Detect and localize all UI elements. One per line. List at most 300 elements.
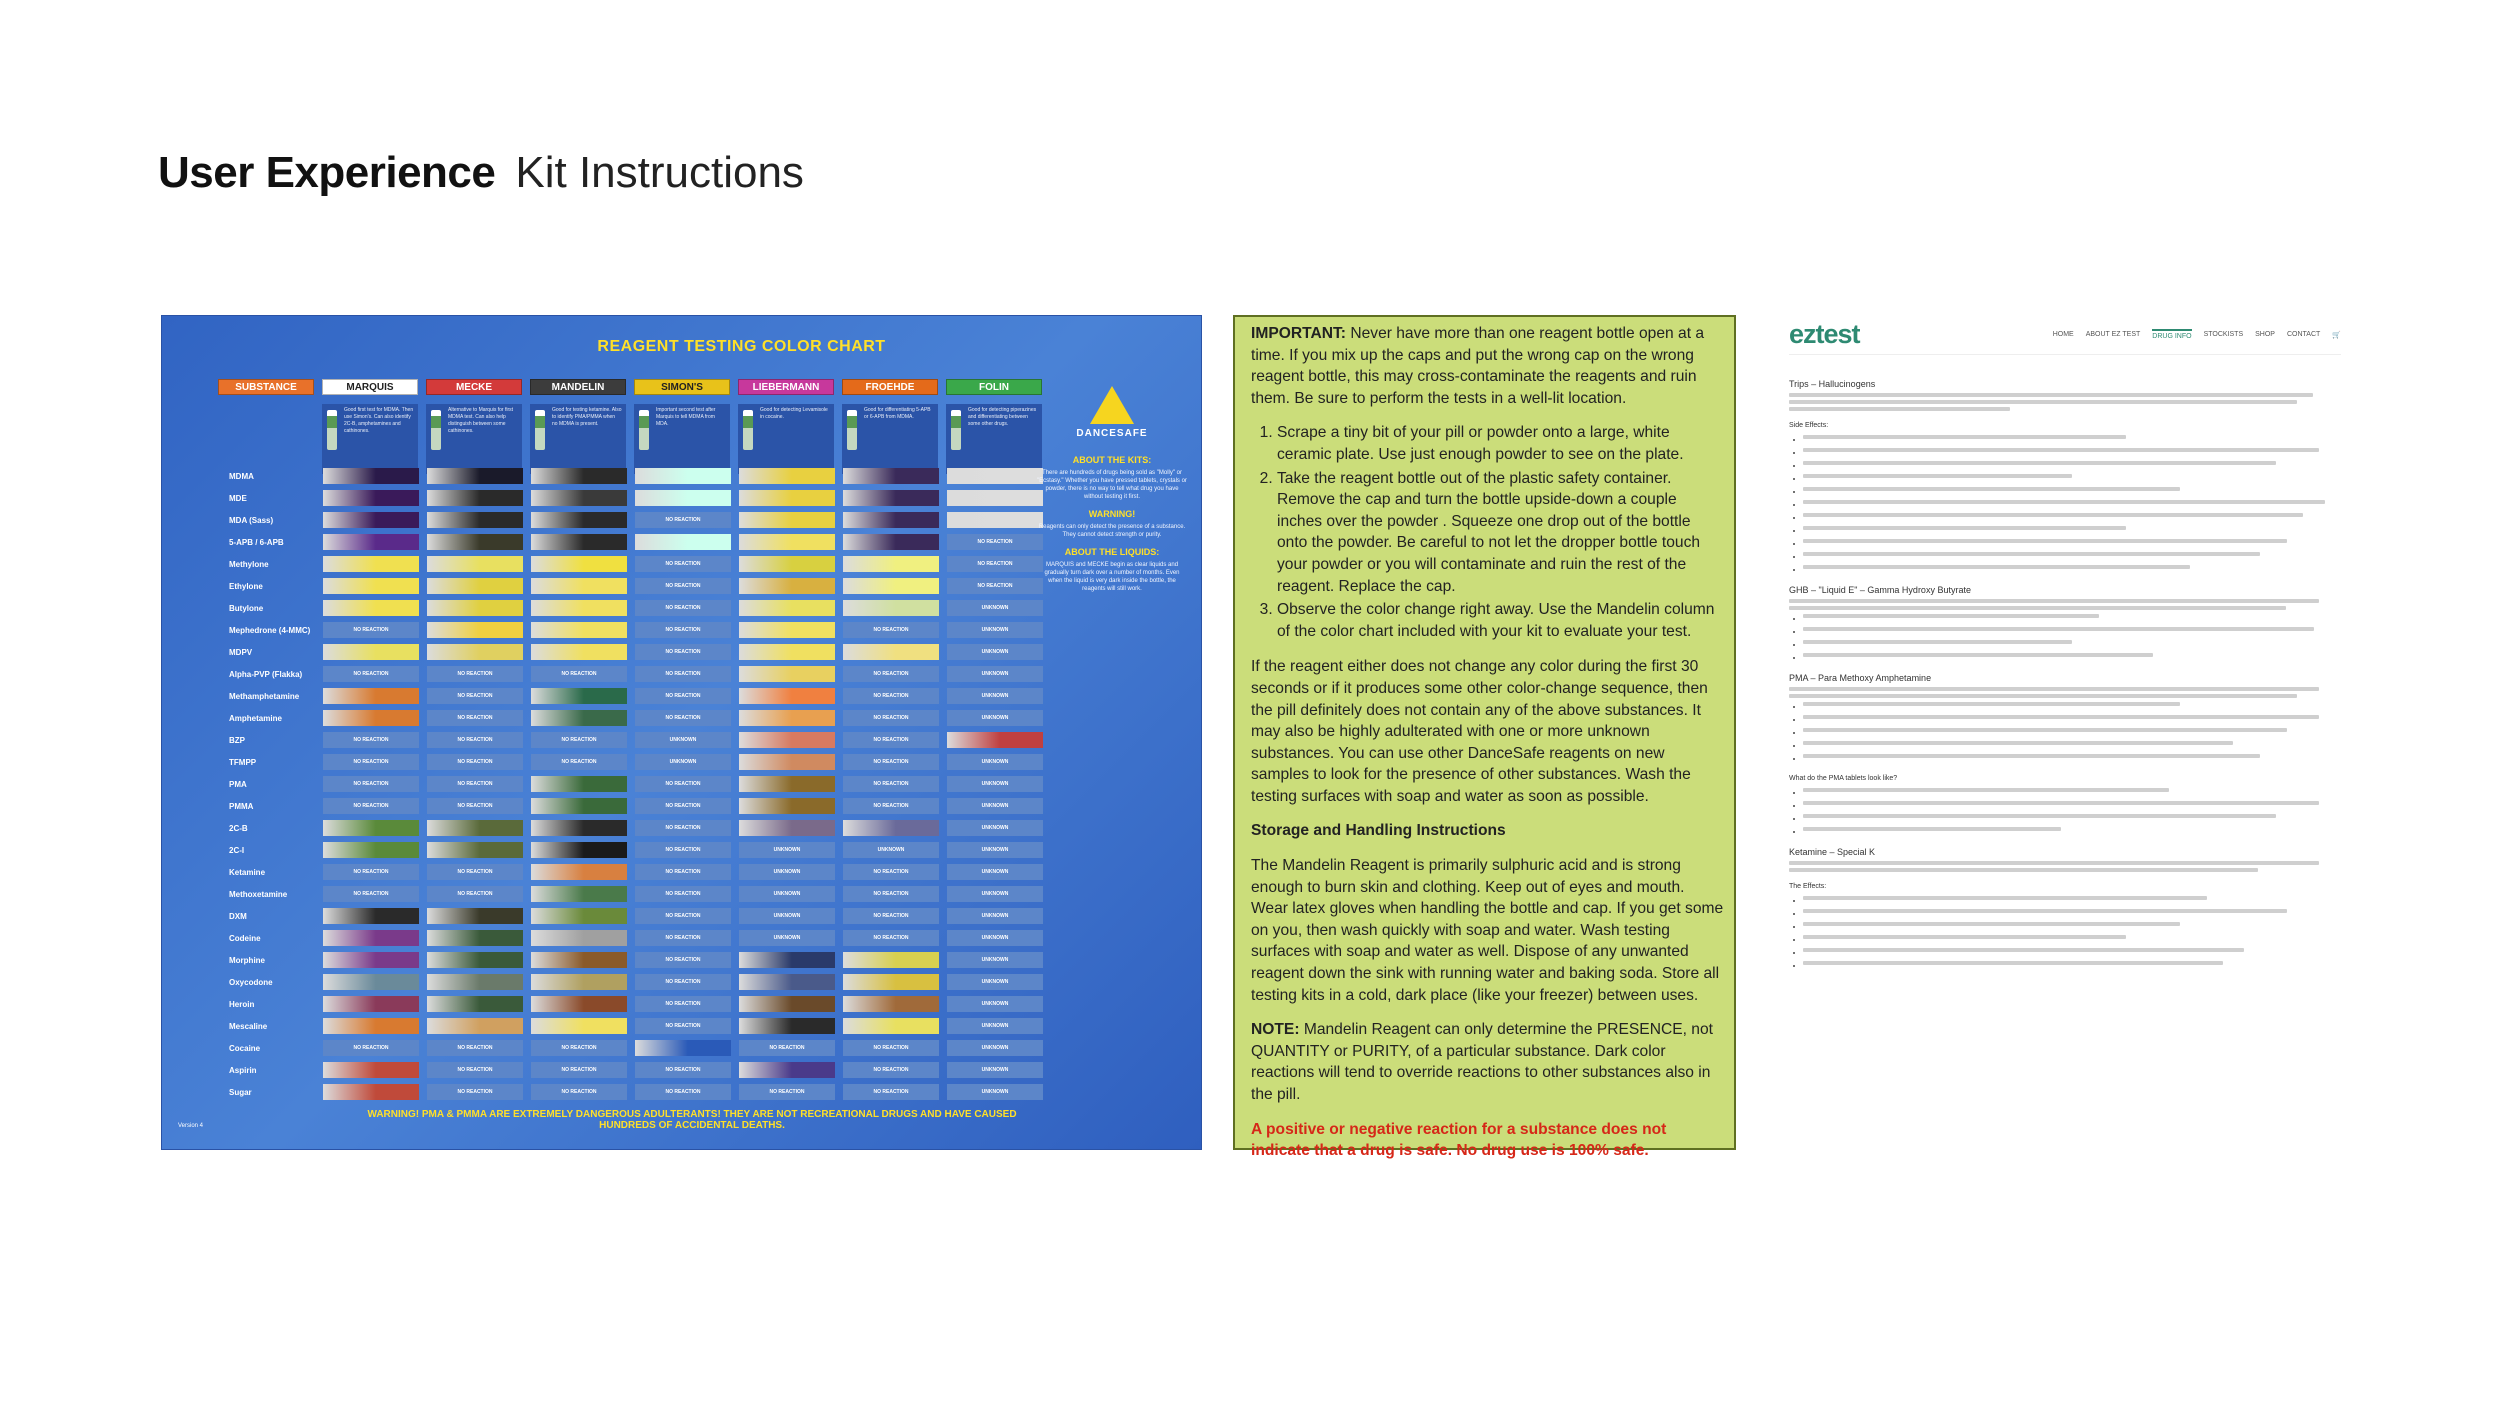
list-item [1803, 565, 2341, 575]
reaction-cell [531, 578, 627, 594]
reaction-cell: UNKNOWN [947, 842, 1043, 858]
text-line [1789, 868, 2258, 872]
result-paragraph: If the reagent either does not change any color during the first 30 seconds or if it produces some other color-change sequence, then the pill definitely does not contain any of the above substances. It may also be highly adulterated with one or more unknown substances. You can use other DanceSafe reagents on new samples to look for the presence of other substances. Wash the testing surfaces with soap and water as soon as possible. [1251, 658, 1708, 805]
reaction-cell [323, 490, 419, 506]
reaction-cell [843, 490, 939, 506]
substance-label: 5-APB / 6-APB [229, 537, 284, 547]
reaction-cell [323, 974, 419, 990]
reaction-cell: UNKNOWN [635, 754, 731, 770]
list-item [1803, 922, 2341, 932]
reaction-cell: NO REACTION [323, 1040, 419, 1056]
reaction-cell: NO REACTION [323, 798, 419, 814]
text-line [1789, 400, 2297, 404]
substance-label: Butylone [229, 603, 264, 613]
list-item [1803, 435, 2341, 445]
list-item [1803, 814, 2341, 824]
about-kits-text: There are hundreds of drugs being sold as "Molly" or "Ecstasy." Whether you have pressed tablets, crystals or powder, there is no way to tell what drug you have without testing it first. [1037, 470, 1187, 500]
reaction-cell: NO REACTION [427, 1084, 523, 1100]
reaction-cell [739, 512, 835, 528]
reaction-cell [947, 732, 1043, 748]
substance-label: MDA (Sass) [229, 515, 274, 525]
substance-label: Cocaine [229, 1043, 261, 1053]
chart-header-row [218, 379, 1042, 395]
step-3: 3. Observe the color change right away. Use the Mandelin column of the color chart included with your kit to evaluate your test. [1277, 599, 1724, 642]
chart-header-marquis: MARQUIS [322, 379, 418, 395]
reaction-cell: UNKNOWN [947, 1018, 1043, 1034]
reaction-cell: UNKNOWN [947, 776, 1043, 792]
reaction-cell [427, 556, 523, 572]
reaction-cell: NO REACTION [531, 666, 627, 682]
reaction-cell: UNKNOWN [947, 754, 1043, 770]
site-nav [1789, 315, 2341, 355]
reaction-cell [739, 578, 835, 594]
substance-label: Aspirin [229, 1065, 257, 1075]
chart-header-substance: SUBSTANCE [218, 379, 314, 395]
reaction-cell [323, 578, 419, 594]
reaction-cell [427, 490, 523, 506]
page-title: User Experience [158, 148, 496, 197]
bullet-list [1789, 788, 2341, 837]
nav-about[interactable]: ABOUT EZ TEST [2085, 331, 2141, 338]
reaction-cell: NO REACTION [531, 1062, 627, 1078]
reaction-cell [323, 1018, 419, 1034]
reaction-cell [843, 534, 939, 550]
chart-row [189, 905, 1051, 927]
reaction-cell [843, 556, 939, 572]
substance-label: Methylone [229, 559, 269, 569]
reaction-cell [531, 820, 627, 836]
reaction-cell [427, 952, 523, 968]
reaction-cell: UNKNOWN [635, 732, 731, 748]
substance-label: BZP [229, 735, 245, 745]
reaction-cell [739, 666, 835, 682]
reaction-cell [531, 644, 627, 660]
steps-list [1251, 422, 1724, 642]
list-item [1803, 627, 2341, 637]
chart-row [189, 1081, 1051, 1103]
important-label: IMPORTANT: [1251, 325, 1346, 342]
reaction-cell: NO REACTION [843, 930, 939, 946]
reaction-cell [635, 534, 731, 550]
reaction-cell [323, 710, 419, 726]
reaction-cell [739, 974, 835, 990]
substance-label: Ethylone [229, 581, 263, 591]
reaction-cell: NO REACTION [843, 908, 939, 924]
reaction-cell: NO REACTION [635, 996, 731, 1012]
reagent-description: Important second test after Marquis to tell MDMA from MDA. [634, 404, 730, 474]
eztest-logo[interactable]: eztest [1789, 319, 1860, 349]
reaction-cell: UNKNOWN [947, 688, 1043, 704]
reaction-cell: NO REACTION [427, 864, 523, 880]
reaction-cell: UNKNOWN [947, 710, 1043, 726]
reaction-cell [843, 996, 939, 1012]
list-item [1803, 754, 2341, 764]
reaction-cell: NO REACTION [635, 1062, 731, 1078]
text-line [1789, 393, 2313, 397]
substance-label: Methoxetamine [229, 889, 288, 899]
reaction-cell [531, 886, 627, 902]
chart-row [189, 663, 1051, 685]
substance-label: Mephedrone (4-MMC) [229, 625, 311, 635]
reaction-cell: NO REACTION [427, 666, 523, 682]
reaction-cell [635, 490, 731, 506]
reaction-cell: UNKNOWN [739, 930, 835, 946]
chart-row [189, 993, 1051, 1015]
reagent-color-chart [161, 315, 1202, 1150]
reaction-cell [427, 600, 523, 616]
reaction-cell: NO REACTION [843, 754, 939, 770]
reaction-cell [323, 644, 419, 660]
reaction-cell [739, 644, 835, 660]
reaction-cell [323, 842, 419, 858]
reaction-cell: NO REACTION [427, 776, 523, 792]
chart-row [189, 685, 1051, 707]
chart-row [189, 729, 1051, 751]
cart-icon[interactable]: 🛒 [2332, 331, 2341, 339]
reaction-cell [531, 710, 627, 726]
section-hallucinogens: Trips – Hallucinogens [1789, 379, 1876, 389]
nav-home[interactable]: HOME [2052, 331, 2074, 338]
important-text: Never have more than one reagent bottle open at a time. If you mix up the caps and put the wrong cap on the wrong reagent bottle, this may cross-contaminate the reagents and ruin them. Be sure to perform the tests in a well-lit location. [1251, 325, 1705, 407]
nav-stockists[interactable]: STOCKISTS [2203, 331, 2244, 338]
reaction-cell [739, 732, 835, 748]
chart-row [189, 773, 1051, 795]
chart-row [189, 861, 1051, 883]
chart-row [189, 575, 1051, 597]
mandelin-instructions [1233, 315, 1736, 1160]
reaction-cell [947, 512, 1043, 528]
list-item [1803, 552, 2341, 562]
reaction-cell [739, 688, 835, 704]
reaction-cell [739, 490, 835, 506]
reaction-cell: NO REACTION [531, 1084, 627, 1100]
reaction-cell [427, 578, 523, 594]
reaction-cell [739, 996, 835, 1012]
reagent-description: Good for differentiating 5-APB or 6-APB from MDMA. [842, 404, 938, 474]
list-item [1803, 500, 2341, 510]
reaction-cell: NO REACTION [427, 710, 523, 726]
reaction-cell: NO REACTION [323, 754, 419, 770]
chart-rows [189, 465, 1051, 1103]
reaction-cell [739, 820, 835, 836]
list-item [1803, 539, 2341, 549]
chart-row [189, 641, 1051, 663]
chart-header-mandelin: MANDELIN [530, 379, 626, 395]
reaction-cell: NO REACTION [635, 688, 731, 704]
substance-label: PMA [229, 779, 247, 789]
reaction-cell: NO REACTION [531, 732, 627, 748]
chart-row [189, 883, 1051, 905]
step-1: 1. Scrape a tiny bit of your pill or powder onto a large, white ceramic plate. Use just enough powder to see on the plate. [1277, 422, 1724, 465]
reaction-cell: UNKNOWN [947, 930, 1043, 946]
dancesafe-logo-icon [1090, 386, 1134, 424]
section-ketamine: Ketamine – Special K [1789, 847, 1876, 857]
pma-tablets-label: What do the PMA tablets look like? [1789, 775, 1898, 782]
note-label: NOTE: [1251, 1021, 1300, 1039]
reaction-cell [739, 1062, 835, 1078]
list-item [1803, 935, 2341, 945]
reaction-cell [843, 974, 939, 990]
about-liquids-heading: ABOUT THE LIQUIDS: [1064, 547, 1160, 557]
reaction-cell: NO REACTION [635, 908, 731, 924]
bullet-list [1789, 702, 2341, 764]
reaction-cell: NO REACTION [947, 534, 1043, 550]
reaction-cell: NO REACTION [843, 1062, 939, 1078]
list-item [1803, 474, 2341, 484]
reaction-cell: NO REACTION [635, 820, 731, 836]
reaction-cell [323, 688, 419, 704]
reagent-description: Good for detecting Levamisole in cocaine. [738, 404, 834, 474]
reaction-cell [427, 842, 523, 858]
reaction-cell [531, 468, 627, 484]
reaction-cell [739, 710, 835, 726]
chart-row [189, 509, 1051, 531]
reaction-cell: NO REACTION [739, 1084, 835, 1100]
reaction-cell: NO REACTION [427, 732, 523, 748]
reaction-cell [739, 754, 835, 770]
reaction-cell [323, 952, 419, 968]
reaction-cell: NO REACTION [947, 578, 1043, 594]
substance-label: TFMPP [229, 757, 257, 767]
list-item [1803, 788, 2341, 798]
reaction-cell [531, 952, 627, 968]
reaction-cell: UNKNOWN [739, 908, 835, 924]
reaction-cell: NO REACTION [739, 1040, 835, 1056]
text-line [1789, 861, 2319, 865]
substance-label: DXM [229, 911, 247, 921]
chart-row [189, 1015, 1051, 1037]
bullet-list [1789, 614, 2341, 663]
reaction-cell: NO REACTION [843, 864, 939, 880]
chart-row [189, 553, 1051, 575]
reaction-cell: NO REACTION [635, 622, 731, 638]
reaction-cell: NO REACTION [843, 1040, 939, 1056]
page-subtitle: Kit Instructions [515, 148, 804, 197]
reaction-cell: NO REACTION [427, 1062, 523, 1078]
reaction-cell [323, 600, 419, 616]
substance-label: PMMA [229, 801, 254, 811]
reagent-description-row [322, 404, 1042, 474]
reaction-cell [531, 974, 627, 990]
reagent-description: Alternative to Marquis for first MDMA test. Can also help distinguish between some cathinones. [426, 404, 522, 474]
text-line [1789, 606, 2286, 610]
list-item [1803, 448, 2341, 458]
substance-label: Sugar [229, 1087, 252, 1097]
substance-label: Methamphetamine [229, 691, 300, 701]
brand-name: DANCESAFE [1076, 428, 1148, 439]
substance-label: Amphetamine [229, 713, 282, 723]
substance-label: Ketamine [229, 867, 266, 877]
reaction-cell [739, 622, 835, 638]
reaction-cell: UNKNOWN [947, 996, 1043, 1012]
chart-row [189, 971, 1051, 993]
reaction-cell: NO REACTION [323, 622, 419, 638]
substance-label: Heroin [229, 999, 255, 1009]
substance-label: 2C-I [229, 845, 245, 855]
reaction-cell: NO REACTION [843, 622, 939, 638]
reaction-cell [635, 468, 731, 484]
list-item [1803, 961, 2341, 971]
chart-sidebar [1037, 376, 1187, 593]
reaction-cell: NO REACTION [635, 556, 731, 572]
page-title-row [158, 148, 804, 198]
reaction-cell: NO REACTION [635, 600, 731, 616]
reaction-cell: NO REACTION [635, 644, 731, 660]
reaction-cell [843, 578, 939, 594]
step-2: 2. Take the reagent bottle out of the plastic safety container. Remove the cap and turn the bottle upside-down a couple inches over the powder . Squeeze one drop out of the bottle onto the powder. Be careful to not let the dropper bottle touch your powder or you will contaminate and ruin the rest of the reagent. Replace the cap. [1277, 468, 1724, 598]
reaction-cell [427, 1018, 523, 1034]
reaction-cell: NO REACTION [843, 886, 939, 902]
reaction-cell: NO REACTION [635, 1084, 731, 1100]
chart-row [189, 839, 1051, 861]
reaction-cell [531, 490, 627, 506]
reaction-cell [323, 556, 419, 572]
reaction-cell [531, 512, 627, 528]
reaction-cell [843, 600, 939, 616]
chart-row [189, 817, 1051, 839]
reaction-cell [739, 468, 835, 484]
reaction-cell: UNKNOWN [947, 1084, 1043, 1100]
reaction-cell [843, 1018, 939, 1034]
reaction-cell: NO REACTION [635, 798, 731, 814]
reaction-cell: NO REACTION [635, 842, 731, 858]
substance-label: MDE [229, 493, 247, 503]
nav-drug-info[interactable]: DRUG INFO [2152, 329, 2191, 340]
reaction-cell: NO REACTION [635, 666, 731, 682]
section-pma: PMA – Para Methoxy Amphetamine [1789, 673, 1932, 683]
reaction-cell [843, 820, 939, 836]
reaction-cell [323, 930, 419, 946]
list-item [1803, 614, 2341, 624]
substance-label: Codeine [229, 933, 261, 943]
reaction-cell [843, 512, 939, 528]
reaction-cell [843, 952, 939, 968]
list-item [1803, 513, 2341, 523]
list-item [1803, 461, 2341, 471]
reaction-cell: UNKNOWN [947, 820, 1043, 836]
reagent-description: Good for testing ketamine. Also to identify PMA/PMMA when no MDMA is present. [530, 404, 626, 474]
reaction-cell [739, 776, 835, 792]
reaction-cell: NO REACTION [635, 886, 731, 902]
reaction-cell: NO REACTION [531, 754, 627, 770]
list-item [1803, 653, 2341, 663]
substance-label: Morphine [229, 955, 265, 965]
reaction-cell [427, 974, 523, 990]
text-line [1789, 687, 2319, 691]
reaction-cell [427, 468, 523, 484]
reaction-cell [531, 534, 627, 550]
reaction-cell: NO REACTION [323, 886, 419, 902]
reaction-cell: UNKNOWN [947, 908, 1043, 924]
reaction-cell [947, 490, 1043, 506]
reaction-cell [531, 556, 627, 572]
reaction-cell: UNKNOWN [947, 798, 1043, 814]
reaction-cell: NO REACTION [843, 710, 939, 726]
reaction-cell [531, 600, 627, 616]
chart-row [189, 619, 1051, 641]
reaction-cell: UNKNOWN [843, 842, 939, 858]
section-ghb: GHB – "Liquid E" – Gamma Hydroxy Butyrate [1789, 585, 1971, 595]
chart-row [189, 751, 1051, 773]
effects-label: The Effects: [1789, 883, 1827, 890]
chart-row [189, 1059, 1051, 1081]
reaction-cell: NO REACTION [635, 930, 731, 946]
reaction-cell [531, 1018, 627, 1034]
side-effects-label: Side Effects: [1789, 422, 1829, 429]
reaction-cell [739, 600, 835, 616]
reaction-cell: UNKNOWN [947, 886, 1043, 902]
reaction-cell [427, 930, 523, 946]
list-item [1803, 801, 2341, 811]
reaction-cell: NO REACTION [635, 974, 731, 990]
reaction-cell: NO REACTION [427, 688, 523, 704]
about-kits-heading: ABOUT THE KITS: [1072, 455, 1152, 465]
chart-row [189, 927, 1051, 949]
reaction-cell: NO REACTION [843, 776, 939, 792]
reaction-cell: UNKNOWN [947, 952, 1043, 968]
reaction-cell: NO REACTION [323, 776, 419, 792]
storage-paragraph: The Mandelin Reagent is primarily sulphuric acid and is strong enough to burn skin and clothing. Keep out of eyes and mouth. Wear latex gloves when handling the bottle and cap. If you get some on you, then wash quickly with soap and water. Wash testing surfaces with soap and water as well. Dispose of any unwanted reagent down the sink with running water and baking soda. Store all testing kits in a cold, dark place (like your freezer) between uses. [1251, 857, 1724, 1004]
reaction-cell: NO REACTION [427, 754, 523, 770]
reaction-cell: NO REACTION [323, 864, 419, 880]
reaction-cell [531, 798, 627, 814]
text-line [1789, 694, 2297, 698]
reaction-cell [323, 512, 419, 528]
reaction-cell [843, 468, 939, 484]
reaction-cell: NO REACTION [635, 512, 731, 528]
reaction-cell: NO REACTION [531, 1040, 627, 1056]
substance-label: MDPV [229, 647, 253, 657]
chart-header-folin: FOLIN [946, 379, 1042, 395]
chart-header-liebermann: LIEBERMANN [738, 379, 834, 395]
chart-row [189, 949, 1051, 971]
reaction-cell [323, 996, 419, 1012]
reaction-cell: NO REACTION [323, 732, 419, 748]
substance-label: MDMA [229, 471, 254, 481]
nav-shop[interactable]: SHOP [2255, 331, 2275, 338]
reaction-cell [531, 996, 627, 1012]
reagent-description: Good for detecting piperazines and differentiating between some other drugs. [946, 404, 1042, 474]
reaction-cell [739, 556, 835, 572]
nav-contact[interactable]: CONTACT [2286, 331, 2321, 338]
reaction-cell: UNKNOWN [947, 1040, 1043, 1056]
chart-row [189, 465, 1051, 487]
reaction-cell [323, 908, 419, 924]
reaction-cell [531, 908, 627, 924]
substance-label: Alpha-PVP (Flakka) [229, 669, 303, 679]
reaction-cell [635, 1040, 731, 1056]
reaction-cell: NO REACTION [635, 710, 731, 726]
reaction-cell [531, 842, 627, 858]
reaction-cell: UNKNOWN [947, 1062, 1043, 1078]
chart-header-froehde: FROEHDE [842, 379, 938, 395]
reaction-cell: UNKNOWN [947, 974, 1043, 990]
chart-header-simons: SIMON'S [634, 379, 730, 395]
chart-title: REAGENT TESTING COLOR CHART [597, 338, 886, 355]
reaction-cell [323, 1084, 419, 1100]
chart-row [189, 795, 1051, 817]
reaction-cell: UNKNOWN [947, 666, 1043, 682]
storage-heading [1251, 820, 1724, 842]
reaction-cell: UNKNOWN [739, 864, 835, 880]
reaction-cell: NO REACTION [843, 666, 939, 682]
warning-text: Reagents can only detect the presence of a substance. They cannot detect strength or purity. [1038, 524, 1186, 538]
chart-row [189, 531, 1051, 553]
substance-label: 2C-B [229, 823, 248, 833]
reaction-cell: NO REACTION [843, 798, 939, 814]
reaction-cell [323, 820, 419, 836]
reaction-cell [739, 952, 835, 968]
